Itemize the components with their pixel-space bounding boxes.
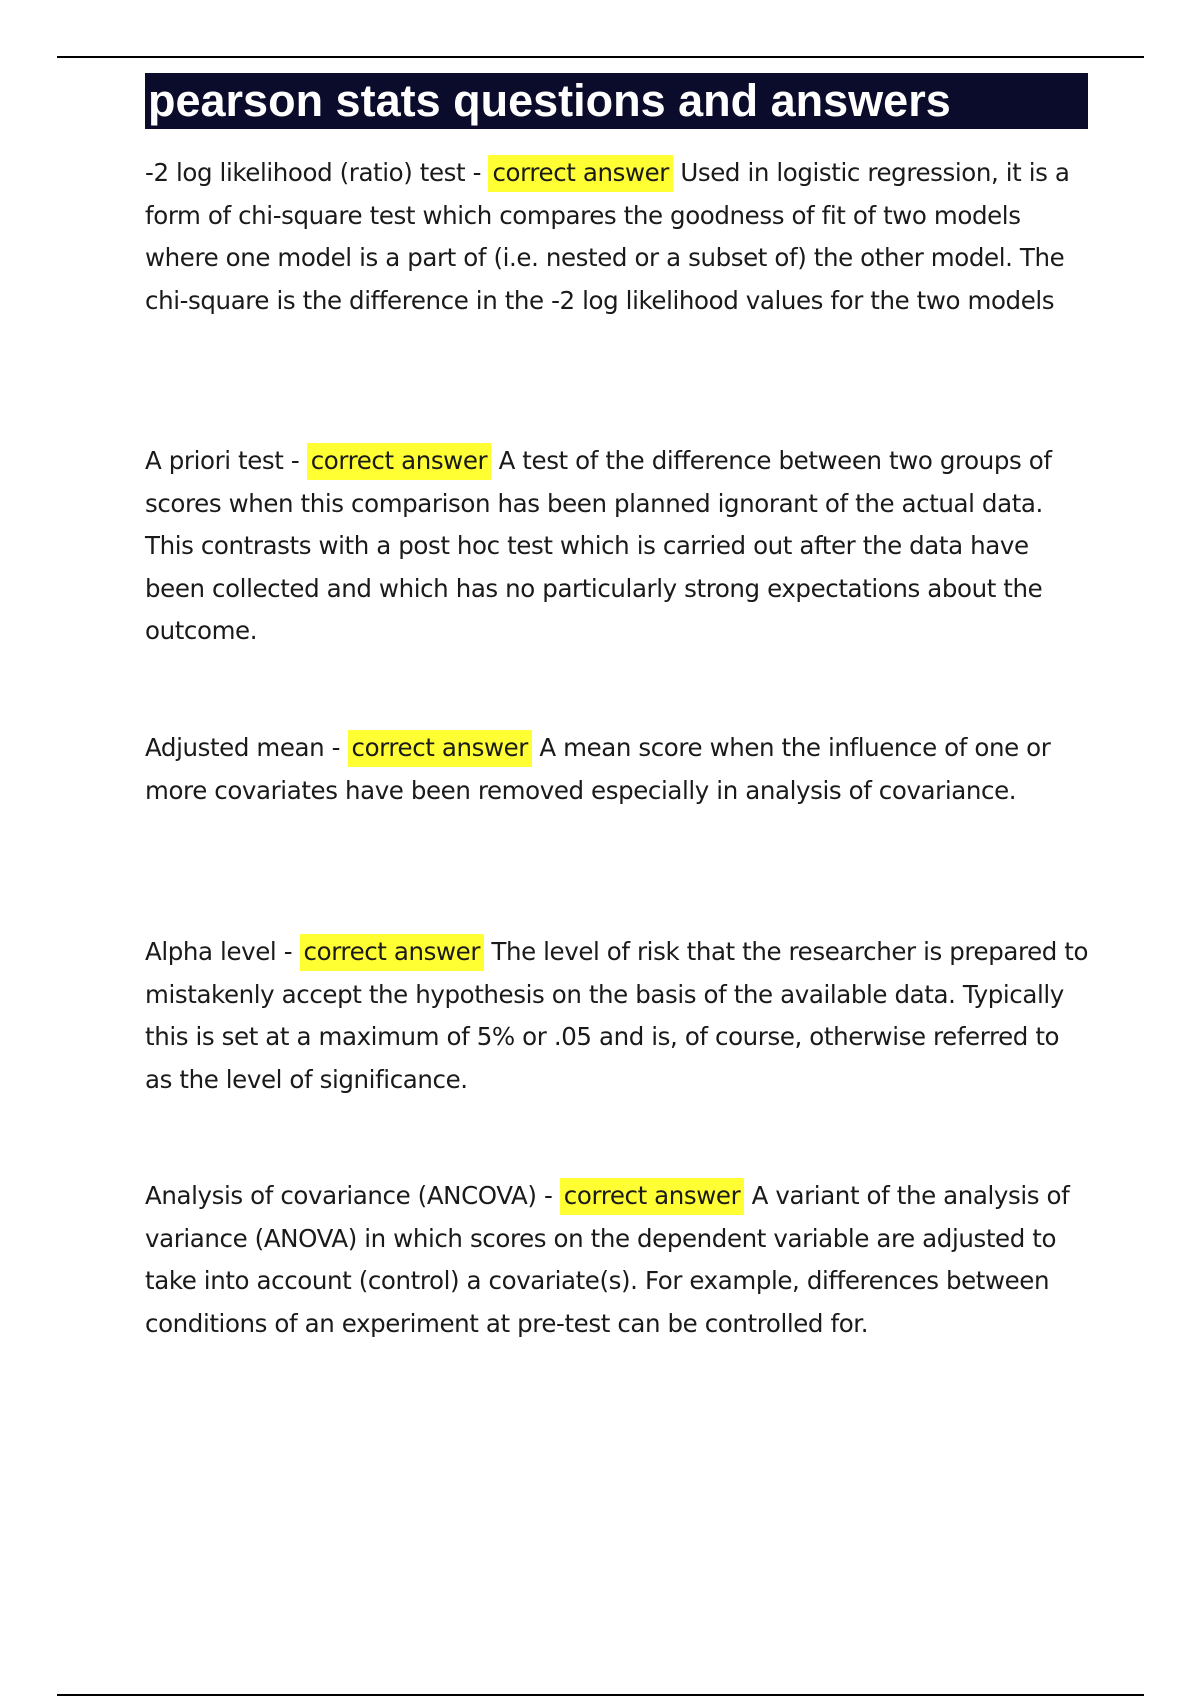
entry-5 — [145, 1175, 1090, 1345]
entry-definition: A test of the difference between two groups of scores when this comparison has been planned ignorant of the actual data. This contrasts with a post hoc test which is carried out after the data have been collected and which has no particularly strong expectations about the outcome. — [145, 446, 1052, 645]
entry-2 — [145, 440, 1090, 653]
entry-definition: The level of risk that the researcher is prepared to mistakenly accept the hypothesis on the basis of the available data. Typically this is set at a maximum of 5% or .05 and is, of course, otherwise referred to as the level of significance. — [145, 937, 1089, 1094]
document-title: pearson stats questions and answers — [148, 75, 951, 126]
title-banner — [145, 73, 1088, 129]
entry-definition: A mean score when the influence of one or more covariates have been removed especially in analysis of covariance. — [145, 733, 1051, 805]
top-rule — [57, 56, 1144, 58]
entry-definition: Used in logistic regression, it is a form of chi-square test which compares the goodness of fit of two models where one model is a part of (i.e. nested or a subset of) the other model. The chi-square is the difference in the -2 log likelihood values for the two models — [145, 158, 1070, 315]
answer-marker: correct answer — [348, 730, 532, 767]
entry-term: Alpha level - — [145, 937, 300, 966]
entry-1 — [145, 152, 1090, 322]
entry-definition: A variant of the analysis of variance (ANOVA) in which scores on the dependent variable are adjusted to take into account (control) a covariate(s). For example, differences between conditions of an experiment at pre-test can be controlled for. — [145, 1181, 1070, 1338]
entry-term: Analysis of covariance (ANCOVA) - — [145, 1181, 560, 1210]
answer-marker: correct answer — [300, 934, 484, 971]
entry-3 — [145, 727, 1090, 812]
answer-marker: correct answer — [307, 443, 491, 480]
entry-4 — [145, 931, 1090, 1101]
answer-marker: correct answer — [488, 155, 672, 192]
answer-marker: correct answer — [560, 1178, 744, 1215]
entry-term: -2 log likelihood (ratio) test - — [145, 158, 489, 187]
entry-term: A priori test - — [145, 446, 307, 475]
entry-term: Adjusted mean - — [145, 733, 348, 762]
bottom-rule — [57, 1694, 1144, 1696]
